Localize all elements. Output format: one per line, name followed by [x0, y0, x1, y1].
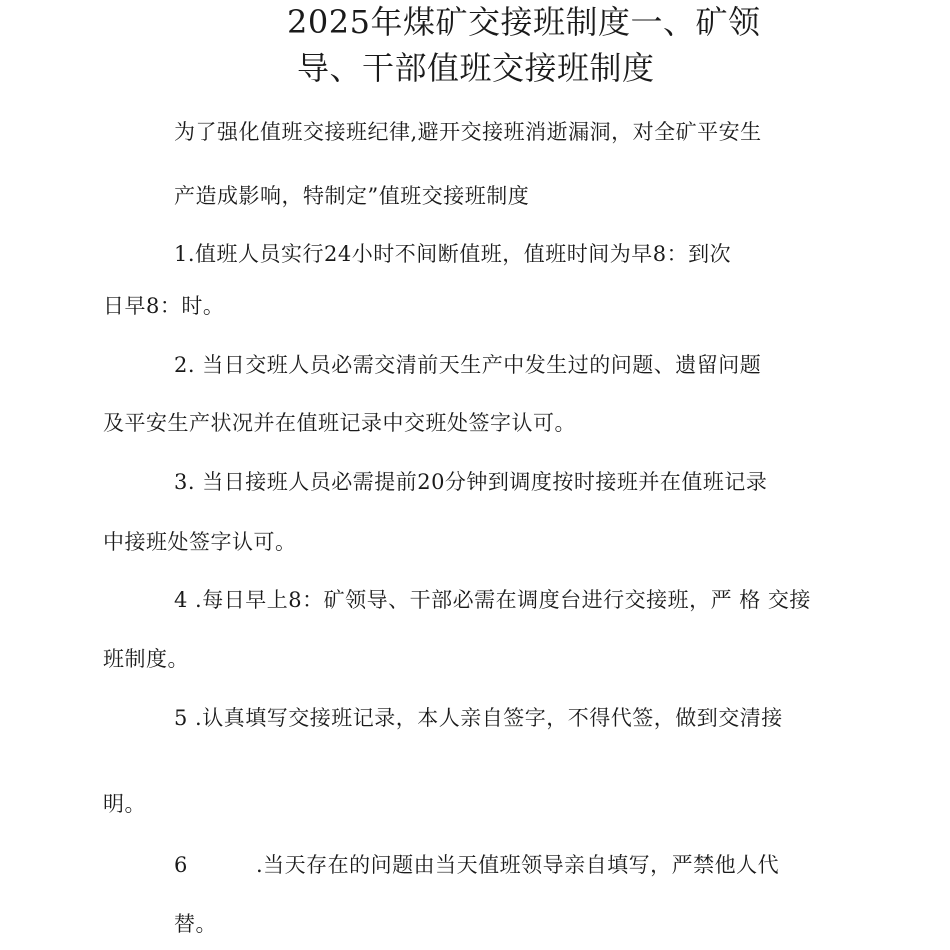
rule-2-line-1: 2. 当日交班人员必需交清前天生产中发生过的问题、遗留问题: [174, 353, 762, 377]
rule-3-line-2: 中接班处签字认可。: [103, 530, 297, 554]
intro-paragraph-line-2: 产造成影响，特制定”值班交接班制度: [174, 184, 530, 208]
intro-paragraph-line-1: 为了强化值班交接班纪律,避开交接班消逝漏洞，对全矿平安生: [174, 120, 762, 144]
rule-4-line-2: 班制度。: [103, 647, 189, 671]
document-title-line-1: 2025年煤矿交接班制度一、矿领: [287, 3, 761, 41]
rule-2-line-2: 及平安生产状况并在值班记录中交班处签字认可。: [103, 411, 576, 435]
rule-4-line-1: 4 .每日早上8：矿领导、干部必需在调度台进行交接班，严 格 交接: [174, 588, 811, 612]
document-title-line-2: 导、干部值班交接班制度: [297, 49, 655, 87]
rule-6-line-2: 替。: [174, 912, 217, 936]
rule-1-line-1: 1.值班人员实行24小时不间断值班，值班时间为早8：到次: [174, 242, 732, 266]
rule-6-line-1: .当天存在的问题由当天值班领导亲自填写，严禁他人代: [256, 853, 780, 877]
rule-6-number: 6: [174, 853, 188, 877]
rule-5-line-1: 5 .认真填写交接班记录，本人亲自签字，不得代签，做到交清接: [174, 706, 783, 730]
rule-1-line-2: 日早8：时。: [103, 294, 225, 318]
rule-3-line-1: 3. 当日接班人员必需提前20分钟到调度按时接班并在值班记录: [174, 470, 768, 494]
rule-5-line-2: 明。: [103, 792, 146, 816]
